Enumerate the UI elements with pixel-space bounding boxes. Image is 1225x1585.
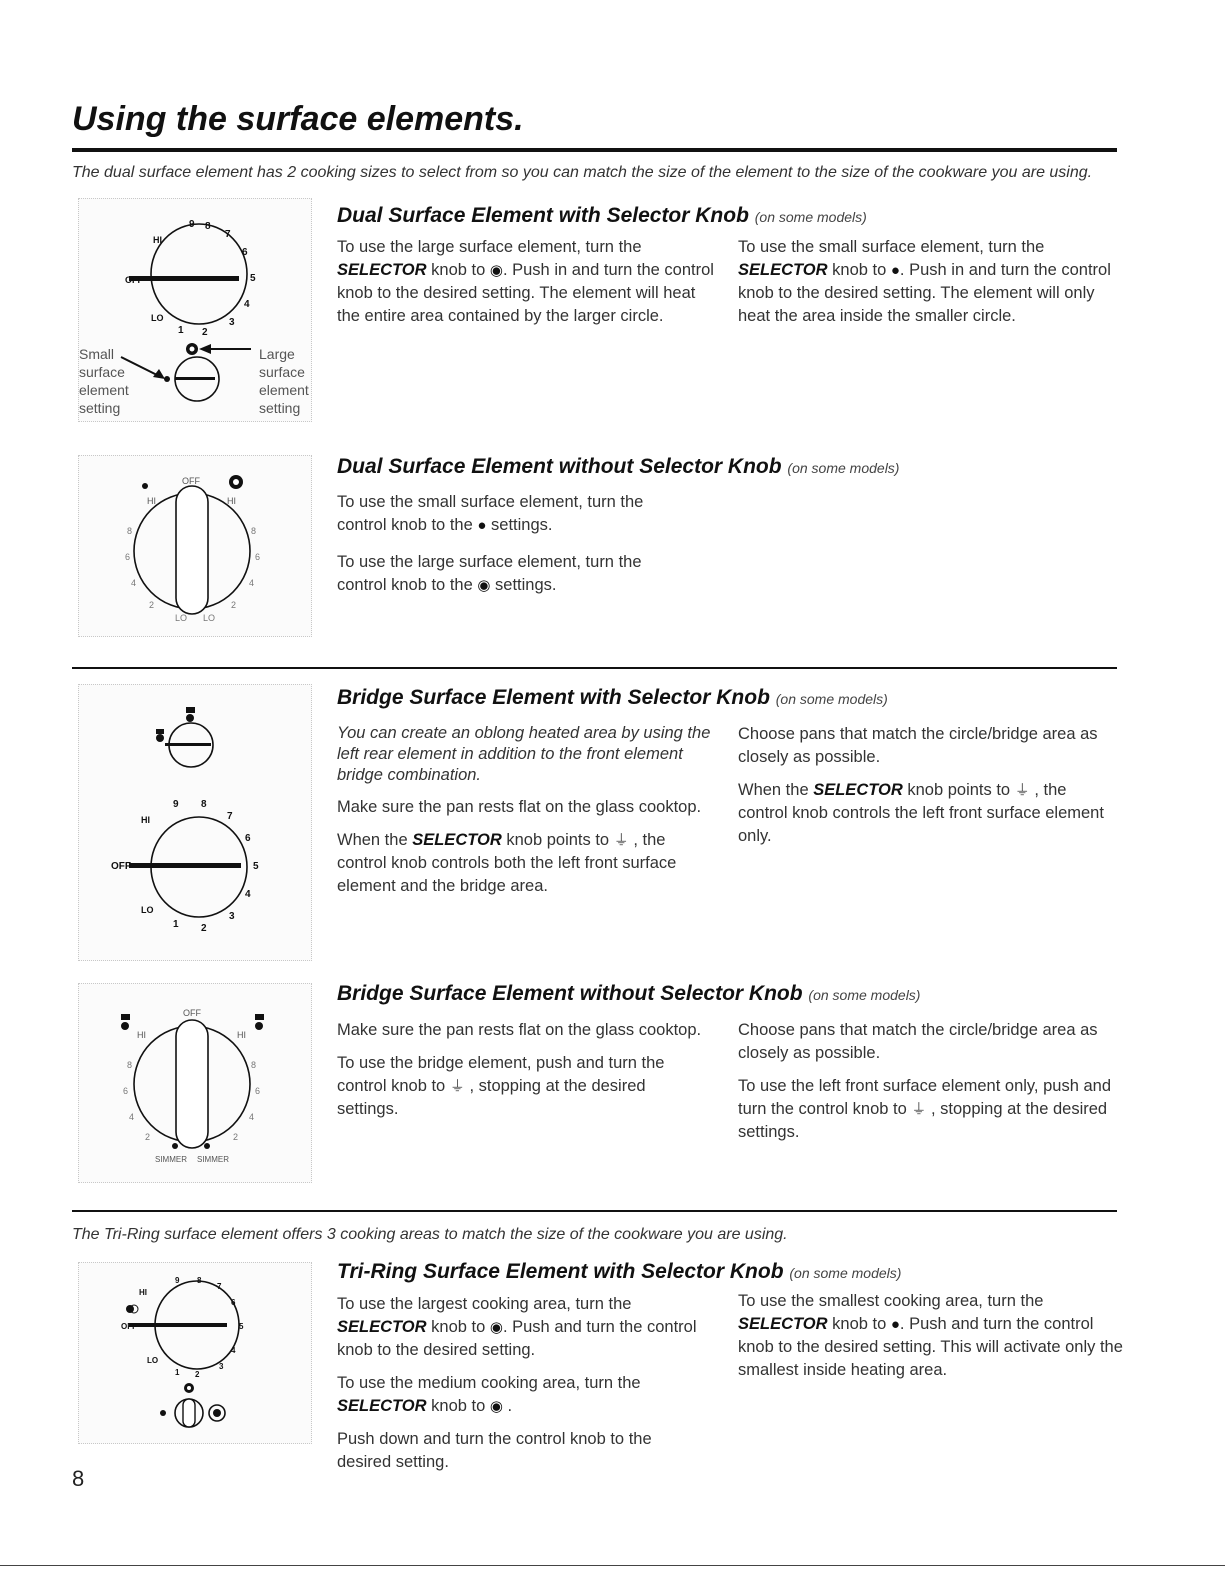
smallest-area-icon: ● xyxy=(890,1316,900,1333)
tri-ring-knob-illustration xyxy=(79,1263,311,1443)
paragraph xyxy=(337,1293,697,1362)
caption-line: surface xyxy=(79,364,125,380)
large-element-caption xyxy=(259,345,309,417)
knob-label-6: 6 xyxy=(231,1298,236,1307)
text: . Push in and turn the control knob to the desired setting. The element will heat the entire area contained by the larger circle. xyxy=(337,261,714,325)
page-number: 8 xyxy=(72,1466,85,1491)
paragraph: You can create an oblong heated area by using the left rear element in addition to the front element bridge combination. xyxy=(337,724,711,784)
knob-label-2: 2 xyxy=(149,600,155,610)
caption-line: Large xyxy=(259,346,295,362)
knob-label-9: 9 xyxy=(175,1276,180,1285)
knob-label-5: 5 xyxy=(239,1322,244,1331)
knob-label-2: 2 xyxy=(233,1132,239,1142)
large-element-icon: ◉ xyxy=(477,577,491,594)
text: When the xyxy=(337,831,408,849)
page-bottom-edge xyxy=(0,1565,1225,1566)
knob-label-4: 4 xyxy=(245,889,251,900)
text: To use the large surface element, turn the control knob to the xyxy=(337,553,642,594)
knob-label-off: OFF xyxy=(125,275,143,285)
text: settings. xyxy=(491,516,553,534)
bridge-element-icon: ⏚ xyxy=(911,1101,927,1118)
text: knob to xyxy=(431,1318,486,1336)
text: To use the large surface element, turn the xyxy=(337,238,642,256)
dual-noselector-diagram xyxy=(78,455,312,637)
knob-label-6: 6 xyxy=(242,247,248,258)
knob-label-8: 8 xyxy=(251,526,257,536)
text: To use the small surface element, turn the control knob to the xyxy=(337,493,644,534)
page-title: Using the surface elements. xyxy=(72,100,524,138)
caption-line: setting xyxy=(259,400,301,416)
section-divider xyxy=(72,1210,1117,1212)
knob-label-hi: HI xyxy=(139,1288,147,1297)
tri-ring-left-column xyxy=(337,1293,697,1484)
knob-label-off: OFF xyxy=(111,861,131,872)
text: , the control knob controls the left front surface element only. xyxy=(738,781,1104,845)
knob-label-9: 9 xyxy=(173,799,179,810)
bridge-element-icon: ⏚ xyxy=(1014,782,1030,799)
section-note: (on some models) xyxy=(754,209,867,225)
section-title-dual-noselector xyxy=(337,455,899,479)
tri-ring-right-column xyxy=(738,1290,1123,1392)
dual-noselector-knob-illustration xyxy=(79,456,311,636)
title-rule xyxy=(72,148,1117,152)
dual-selector-diagram xyxy=(78,198,312,422)
knob-label-7: 7 xyxy=(227,811,233,822)
text: , stopping at the desired settings. xyxy=(337,1077,646,1118)
bridge-noselector-knob-illustration xyxy=(79,984,311,1182)
text: To use the small surface element, turn the xyxy=(738,238,1045,256)
selector-term: SELECTOR xyxy=(738,1315,828,1333)
knob-label-4: 4 xyxy=(244,299,250,310)
tri-ring-intro: The Tri-Ring surface element offers 3 cooking areas to match the size of the cookware you are using. xyxy=(72,1226,788,1243)
knob-label-5: 5 xyxy=(250,273,256,284)
paragraph xyxy=(337,491,682,537)
paragraph xyxy=(337,236,722,328)
section-title-bridge-selector xyxy=(337,686,888,710)
text: . Push and turn the control knob to the desired setting. xyxy=(337,1318,697,1359)
paragraph xyxy=(738,236,1123,328)
dual-noselector-column xyxy=(337,491,682,607)
bridge-noselector-diagram xyxy=(78,983,312,1183)
knob-label-8: 8 xyxy=(201,799,207,810)
section-divider xyxy=(72,667,1117,669)
text: knob to xyxy=(832,261,887,279)
text: To use the left front surface element only, push and turn the control knob to xyxy=(738,1077,1111,1118)
caption-line: Small xyxy=(79,346,115,362)
text: knob to xyxy=(832,1315,887,1333)
bridge-element-icon: ⏚ xyxy=(613,832,629,849)
knob-label-lo: LO xyxy=(175,613,188,623)
knob-label-6: 6 xyxy=(125,552,131,562)
section-title-text: Tri-Ring Surface Element with Selector Knob xyxy=(337,1260,784,1283)
knob-label-hi: HI xyxy=(147,496,156,506)
section-title-bridge-noselector xyxy=(337,982,920,1006)
knob-label-1: 1 xyxy=(173,919,179,930)
paragraph: Push down and turn the control knob to the desired setting. xyxy=(337,1430,652,1471)
text: . xyxy=(507,1397,513,1415)
selector-term: SELECTOR xyxy=(337,1397,427,1415)
knob-label-8: 8 xyxy=(127,526,133,536)
knob-label-2: 2 xyxy=(145,1132,151,1142)
section-note: (on some models) xyxy=(787,460,900,476)
knob-label-2: 2 xyxy=(201,923,207,934)
knob-label-hi: HI xyxy=(227,496,236,506)
text: knob points to xyxy=(506,831,610,849)
knob-label-9: 9 xyxy=(189,219,195,230)
knob-label-5: 5 xyxy=(253,861,259,872)
knob-label-simmer: SIMMER xyxy=(197,1155,229,1164)
section-title-text: Bridge Surface Element with Selector Knob xyxy=(337,686,770,709)
caption-line: element xyxy=(79,382,129,398)
section-note: (on some models) xyxy=(789,1265,902,1281)
selector-term: SELECTOR xyxy=(412,831,502,849)
knob-label-1: 1 xyxy=(178,325,184,336)
paragraph: Choose pans that match the circle/bridge area as closely as possible. xyxy=(738,1021,1098,1062)
small-element-icon: ● xyxy=(477,517,487,534)
knob-label-6: 6 xyxy=(245,833,251,844)
paragraph xyxy=(337,829,712,898)
paragraph: Make sure the pan rests flat on the glass cooktop. xyxy=(337,1021,702,1039)
knob-label-4: 4 xyxy=(249,578,255,588)
text: , the control knob controls both the left front surface element and the bridge area. xyxy=(337,831,677,895)
knob-label-hi: HI xyxy=(137,1030,146,1040)
knob-label-lo: LO xyxy=(147,1356,159,1365)
selector-term: SELECTOR xyxy=(738,261,828,279)
knob-label-4: 4 xyxy=(249,1112,255,1122)
section-title-tri-ring xyxy=(337,1260,901,1284)
knob-label-8: 8 xyxy=(127,1060,133,1070)
largest-area-icon: ◉ xyxy=(489,1319,503,1336)
dual-selector-right-column xyxy=(738,236,1123,338)
knob-label-8: 8 xyxy=(205,221,211,232)
text: knob to xyxy=(431,261,486,279)
paragraph: Choose pans that match the circle/bridge area as closely as possible. xyxy=(738,725,1098,766)
medium-area-icon: ◉ xyxy=(489,1398,503,1415)
knob-label-7: 7 xyxy=(225,229,231,240)
knob-label-lo: LO xyxy=(141,905,154,915)
knob-label-7: 7 xyxy=(217,1282,222,1291)
selector-term: SELECTOR xyxy=(337,261,427,279)
knob-label-4: 4 xyxy=(231,1346,236,1355)
knob-label-off: OFF xyxy=(121,1322,137,1331)
caption-line: setting xyxy=(79,400,121,416)
paragraph xyxy=(738,1075,1118,1144)
text: , stopping at the desired settings. xyxy=(738,1100,1108,1141)
text: When the xyxy=(738,781,809,799)
section-note: (on some models) xyxy=(808,987,921,1003)
text: To use the smallest cooking area, turn the xyxy=(738,1292,1044,1310)
knob-label-3: 3 xyxy=(229,911,235,922)
section-title-dual-selector xyxy=(337,204,867,228)
paragraph xyxy=(337,1052,707,1121)
knob-label-8: 8 xyxy=(251,1060,257,1070)
knob-label-hi: HI xyxy=(141,815,150,825)
bridge-selector-knob-illustration xyxy=(79,685,311,960)
knob-label-1: 1 xyxy=(175,1368,180,1377)
text: settings. xyxy=(495,576,557,594)
text: To use the bridge element, push and turn the control knob to xyxy=(337,1054,665,1095)
bridge-selector-right-column xyxy=(738,723,1118,858)
large-element-icon: ◉ xyxy=(489,262,503,279)
tri-ring-diagram xyxy=(78,1262,312,1444)
knob-label-4: 4 xyxy=(131,578,137,588)
intro-text: The dual surface element has 2 cooking sizes to select from so you can match the size of the element to the size of the cookware you are using. xyxy=(72,164,1093,181)
small-element-caption xyxy=(79,345,129,417)
text: To use the medium cooking area, turn the xyxy=(337,1374,641,1392)
knob-label-lo: LO xyxy=(203,613,216,623)
bridge-noselector-right-column xyxy=(738,1019,1118,1154)
knob-label-off: OFF xyxy=(182,476,200,486)
paragraph xyxy=(337,551,682,597)
knob-label-4: 4 xyxy=(129,1112,135,1122)
knob-label-2: 2 xyxy=(202,327,208,338)
section-title-text: Dual Surface Element without Selector Knob xyxy=(337,455,782,478)
text: . Push and turn the control knob to the desired setting. This will activate only the smallest inside heating area. xyxy=(738,1315,1123,1379)
caption-line: surface xyxy=(259,364,305,380)
bridge-selector-left-column xyxy=(337,723,712,908)
paragraph xyxy=(337,1372,697,1418)
knob-label-6: 6 xyxy=(123,1086,129,1096)
knob-label-8: 8 xyxy=(197,1276,202,1285)
knob-label-simmer: SIMMER xyxy=(155,1155,187,1164)
text: . Push in and turn the control knob to the desired setting. The element will only heat the area inside the smaller circle. xyxy=(738,261,1111,325)
knob-label-3: 3 xyxy=(229,317,235,328)
selector-term: SELECTOR xyxy=(337,1318,427,1336)
bridge-element-icon: ⏚ xyxy=(449,1078,465,1095)
paragraph: Make sure the pan rests flat on the glass cooktop. xyxy=(337,798,702,816)
knob-label-6: 6 xyxy=(255,1086,261,1096)
caption-line: element xyxy=(259,382,309,398)
knob-label-2: 2 xyxy=(195,1370,200,1379)
knob-label-hi: HI xyxy=(153,235,162,245)
bridge-selector-diagram xyxy=(78,684,312,961)
paragraph xyxy=(738,1290,1123,1382)
selector-term: SELECTOR xyxy=(813,781,903,799)
knob-label-lo: LO xyxy=(151,313,164,323)
dual-selector-left-column xyxy=(337,236,722,338)
knob-label-6: 6 xyxy=(255,552,261,562)
knob-label-off: OFF xyxy=(183,1008,201,1018)
section-title-text: Dual Surface Element with Selector Knob xyxy=(337,204,749,227)
small-element-icon: ● xyxy=(890,262,900,279)
knob-label-2: 2 xyxy=(231,600,237,610)
text: To use the largest cooking area, turn the xyxy=(337,1295,632,1313)
bridge-noselector-left-column xyxy=(337,1019,707,1131)
section-title-text: Bridge Surface Element without Selector Knob xyxy=(337,982,803,1005)
knob-label-hi: HI xyxy=(237,1030,246,1040)
knob-label-3: 3 xyxy=(219,1362,224,1371)
section-note: (on some models) xyxy=(775,691,888,707)
text: knob to xyxy=(431,1397,486,1415)
text: knob points to xyxy=(907,781,1011,799)
paragraph xyxy=(738,779,1118,848)
